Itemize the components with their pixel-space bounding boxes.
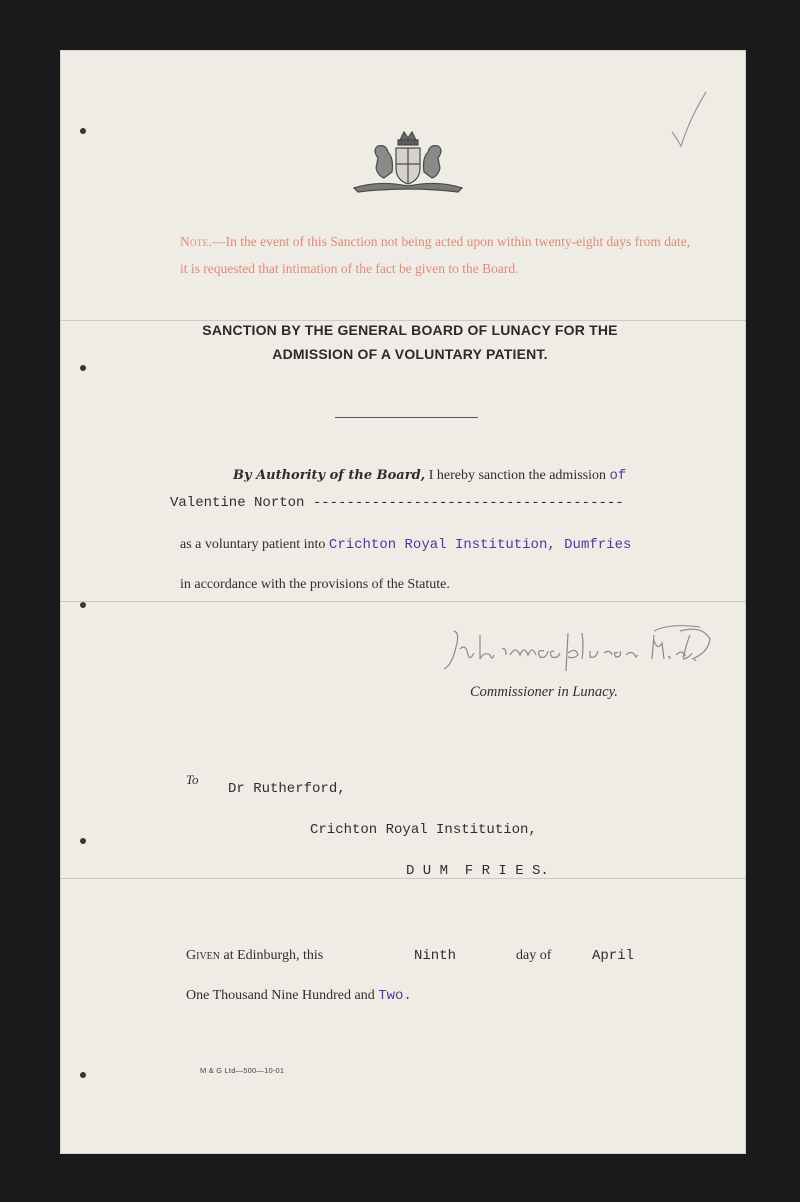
title-line-1: SANCTION BY THE GENERAL BOARD OF LUNACY FOR THE [202, 322, 618, 338]
addressee-name: Dr Rutherford, [228, 781, 346, 797]
given-day: Ninth [414, 948, 457, 964]
check-mark-icon [668, 88, 708, 148]
authority-blackletter: By Authority of the Board, [233, 468, 426, 483]
note-text: —In the event of this Sanction not being acted upon within twenty-eight days from date, it is requested that intimation of the fact be given to the Board. [180, 234, 691, 276]
punch-hole [80, 365, 86, 371]
statute-line: in accordance with the provisions of the Statute. [180, 577, 450, 592]
punch-hole [80, 838, 86, 844]
authority-of: of [609, 468, 627, 484]
printer-imprint: M & G Ltd—500—10-01 [200, 1066, 285, 1075]
signature-text [320, 710, 329, 711]
given-dayof: day of [516, 948, 552, 963]
note-paragraph [180, 228, 700, 282]
note-lead: Note. [180, 234, 213, 249]
divider [335, 417, 478, 418]
document-sheet [60, 50, 746, 1154]
fold-line [60, 878, 746, 879]
authority-line [233, 468, 626, 484]
voluntary-line [180, 537, 631, 553]
handwritten-signature [440, 625, 740, 685]
given-month: April [592, 948, 635, 964]
year-value: Two. [378, 988, 412, 1004]
fold-line [60, 601, 746, 602]
signature-caption: Commissioner in Lunacy. [470, 684, 618, 700]
patient-dashes: ------------------------------------- [312, 495, 624, 511]
year-line [186, 988, 412, 1004]
given-place: at Edinburgh, this [223, 948, 324, 963]
punch-hole [80, 128, 86, 134]
authority-text: I hereby sanction the admission [428, 468, 606, 483]
page-title [160, 318, 660, 366]
patient-name: Valentine Norton [170, 495, 305, 511]
given-label: Given [186, 948, 220, 963]
title-line-2: ADMISSION OF A VOLUNTARY PATIENT. [272, 346, 548, 362]
year-prefix: One Thousand Nine Hundred and [186, 988, 375, 1003]
punch-hole [80, 602, 86, 608]
given-line [186, 948, 323, 964]
royal-coat-of-arms-icon [348, 128, 468, 198]
patient-line [170, 495, 624, 511]
institution-name: Crichton Royal Institution, Dumfries [328, 537, 632, 553]
to-label: To [186, 772, 199, 787]
addressee-town: D U M F R I E S. [406, 863, 549, 879]
punch-hole [80, 1072, 86, 1078]
voluntary-prefix: as a voluntary patient into [180, 537, 326, 552]
addressee-institution: Crichton Royal Institution, [310, 822, 537, 838]
